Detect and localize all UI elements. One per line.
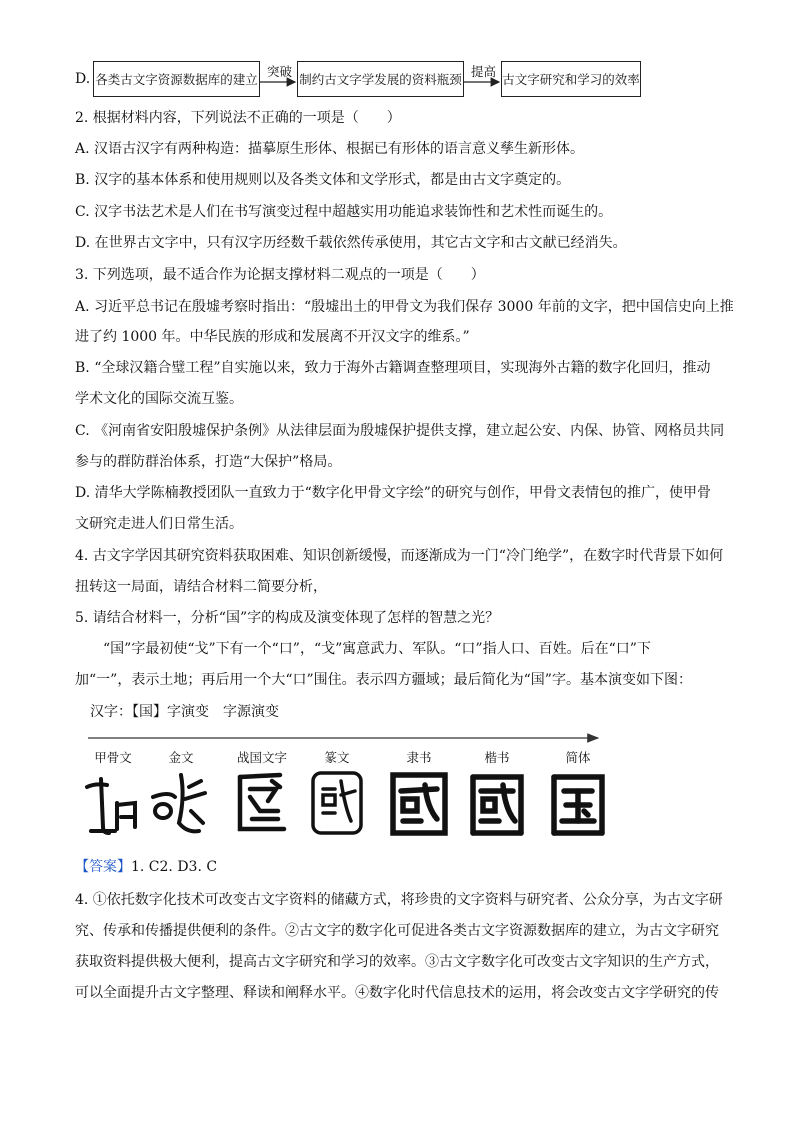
q2-option-a: A. 汉语古汉字有两种构造：描摹原生形体、根据已有形体的语言意义孳生新形体。 [75,141,585,157]
era-label-bronze: 金文 [168,750,194,765]
glyph-oracle-bone [81,767,145,839]
era-label-seal: 篆文 [324,750,350,765]
q2-option-b: B. 汉字的基本体系和使用规则以及各类文体和文学形式，都是由古文字奠定的。 [75,172,571,188]
q4-line1: 4. 古文字学因其研究资料获取困难、知识创新缓慢，而逐渐成为一门“冷门绝学”，在数字时代背景下如何 [75,548,724,564]
q3-option-b-line2: 学术文化的国际交流互鉴。 [75,391,243,407]
flow-box-bottleneck: 制约古文字学发展的资料瓶颈 [297,61,464,97]
glyph-regular [465,767,529,839]
q3-option-d-line1: D. 清华大学陈楠教授团队一直致力于“数字化甲骨文字绘”的研究与创作，甲骨文表情包的推广，使甲骨 [75,485,711,501]
era-label-oracle: 甲骨文 [94,750,132,765]
q5-stem: 5. 请结合材料一，分析“国”字的构成及演变体现了怎样的智慧之光？ [75,610,500,626]
q3-option-a-line2: 进了约 1000 年。中华民族的形成和发展离不开汉文字的维系。” [75,329,470,345]
option-d-label: D. [75,71,91,87]
q3-option-d-line2: 文研究走进人们日常生活。 [75,516,243,532]
glyph-bronze [149,767,213,839]
q4-line2: 扭转这一局面，请结合材料二简要分析， [75,579,327,595]
era-label-warring-states: 战国文字 [236,750,288,765]
answer-text: 1. C2. D3. C [131,859,218,875]
q3-option-c-line1: C. 《河南省安阳殷墟保护条例》从法律层面为殷墟保护提供支撑，建立起公安、内保、协管、网格员共同 [75,423,725,439]
figure-title: 汉字：【国】字演变 字源演变 [90,704,279,720]
q4-answer-line2: 究、传承和传播提供便利的条件。②古文字的数字化可促进各类古文字资源数据库的建立，为古文字研究 [75,923,719,939]
era-label-simplified: 简体 [565,750,591,765]
q4-answer-line4: 可以全面提升古文字整理、释读和阐释水平。④数字化时代信息技术的运用，将会改变古文字学研究的传 [75,985,719,1001]
flow-arrow-label-2: 提高 [471,64,497,79]
q2-option-c: C. 汉字书法艺术是人们在书写演变过程中超越实用功能追求装饰性和艺术性而诞生的。 [75,204,613,220]
flow-arrow-label-1: 突破 [267,64,293,79]
q3-stem: 3. 下列选项，最不适合作为论据支撑材料二观点的一项是（ ） [75,267,485,283]
q3-option-b-line1: B. “全球汉籍合璧工程”自实施以来，致力于海外古籍调查整理项目，实现海外古籍的数字化回归，推动 [75,360,711,376]
glyph-warring-states [230,767,294,839]
q3-option-a-line1: A. 习近平总书记在殷墟考察时指出：“殷墟出土的甲骨文为我们保存 3000 年前的文字，把中国信史向上推 [75,299,734,315]
q4-answer-line1: 4. ①依托数字化技术可改变古文字资料的储藏方式，将珍贵的文字资料与研究者、公众分享，为古文字研 [75,892,723,908]
era-label-clerical: 隶书 [406,750,432,765]
flow-box-efficiency: 古文字研究和学习的效率 [501,61,641,97]
q2-stem: 2. 根据材料内容，下列说法不正确的一项是（ ） [75,110,401,126]
glyph-clerical [387,767,451,839]
answer-line [75,857,217,877]
glyph-simplified [546,767,610,839]
q3-option-c-line2: 参与的群防群治体系，打造“大保护”格局。 [75,454,342,470]
answer-label: 【答案】 [75,859,131,875]
flow-box-databases: 各类古文字资源数据库的建立 [93,61,260,97]
q5-paragraph-line1: “国”字最初使“戈”下有一个“口”，“戈”寓意武力、军队。“口”指人口、百姓。后在“口”下 [103,641,651,657]
q4-answer-line3: 获取资料提供极大便利，提高古文字研究和学习的效率。③古文字数字化可改变古文字知识的生产方式， [75,954,719,970]
era-label-regular: 楷书 [484,750,510,765]
glyph-seal [305,767,369,839]
q5-paragraph-line2: 加“一”，表示土地；再后用一个大“口”围住。表示四方疆域；最后简化为“国”字。基本演变如下图： [75,672,692,688]
q2-option-d: D. 在世界古文字中，只有汉字历经数千载依然传承使用，其它古文字和古文献已经消失。 [75,235,627,251]
